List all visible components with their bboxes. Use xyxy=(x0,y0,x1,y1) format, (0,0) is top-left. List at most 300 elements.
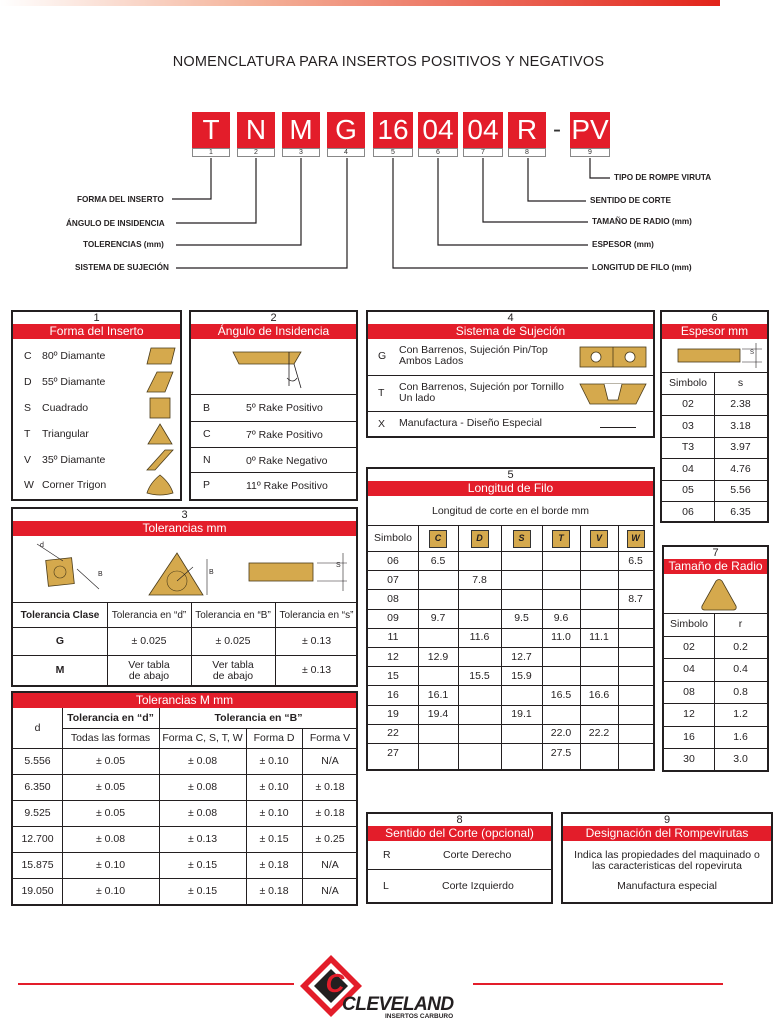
row-symbol: 11 xyxy=(387,631,399,644)
thickness-value: 5.56 xyxy=(730,484,751,497)
tol-d: ± 0.05 xyxy=(95,755,126,767)
tol-b-v: N/A xyxy=(321,859,339,871)
clamp-label: Manufactura - Diseño Especial xyxy=(399,417,542,429)
row-symbol: 04 xyxy=(683,663,695,676)
tol-s: ± 0.13 xyxy=(301,635,332,647)
length-value: 16.6 xyxy=(588,688,610,701)
leader-espesor: ESPESOR (mm) xyxy=(592,240,654,249)
table-row xyxy=(13,878,356,904)
col-header: Forma D xyxy=(253,732,295,744)
tol-b-v: ± 0.18 xyxy=(315,807,345,819)
d-value: 15.875 xyxy=(21,859,54,871)
panel-angulo-insidencia xyxy=(189,310,358,501)
row-symbol: 03 xyxy=(682,419,694,432)
shape-chip xyxy=(590,530,608,548)
col-header: Simbolo xyxy=(669,376,707,389)
panel-number: 1 xyxy=(93,312,100,324)
length-value: 15.9 xyxy=(511,669,532,682)
length-value: 16.1 xyxy=(427,688,449,701)
col-header: Simbolo xyxy=(374,532,412,544)
shape-chip xyxy=(552,530,570,548)
direction-code: R xyxy=(383,849,391,861)
shape-chip xyxy=(429,530,447,548)
table-row xyxy=(368,570,653,589)
length-value: 8.7 xyxy=(628,592,643,605)
length-value: 27.5 xyxy=(550,746,572,759)
d-value: 19.050 xyxy=(21,885,54,897)
code-number-2: 2 xyxy=(237,148,275,157)
thickness-value: 3.18 xyxy=(730,419,751,432)
col-header-cell xyxy=(618,526,653,551)
panel-tamano-radio xyxy=(662,545,769,772)
row-symbol: 16 xyxy=(387,688,399,701)
col-header-cell xyxy=(418,526,458,551)
trigon-icon xyxy=(143,473,179,497)
tol-b-cstw: ± 0.15 xyxy=(187,859,218,871)
tol-b-v: ± 0.25 xyxy=(315,833,345,845)
dim-label-b: B xyxy=(209,569,214,576)
panel-header: Longitud de Filo xyxy=(368,481,653,496)
list-item xyxy=(13,369,180,395)
length-value xyxy=(580,667,618,685)
panel-tolerancias-m xyxy=(11,691,358,906)
length-table xyxy=(368,525,653,769)
row-symbol: 09 xyxy=(387,612,399,625)
diamond-35-icon xyxy=(143,448,179,472)
shape-label: Cuadrado xyxy=(42,402,89,414)
table-row xyxy=(13,627,356,655)
rake-angle-icon xyxy=(231,348,311,393)
row-symbol: 02 xyxy=(682,398,694,411)
code-number-6: 6 xyxy=(418,148,458,157)
length-value xyxy=(618,629,653,647)
tol-d: ± 0.025 xyxy=(131,635,167,647)
code-letter-9: PV xyxy=(570,112,610,148)
shape-chip-label: V xyxy=(595,533,602,543)
shape-label: Corner Trigon xyxy=(42,479,107,491)
length-value xyxy=(501,552,542,570)
col-header-cell xyxy=(542,526,580,551)
length-value xyxy=(542,590,580,608)
row-symbol: 12 xyxy=(683,708,695,721)
length-value xyxy=(542,648,580,666)
length-value: 9.5 xyxy=(514,612,529,625)
length-value: 6.5 xyxy=(628,554,643,567)
code-number-7: 7 xyxy=(463,148,503,157)
triangle-icon xyxy=(143,422,179,446)
divider xyxy=(62,708,63,904)
table-row xyxy=(368,666,653,685)
col-header: Tolerancia en “s” xyxy=(279,609,354,621)
table-row xyxy=(368,628,653,647)
divider xyxy=(580,525,581,769)
radius-value: 1.6 xyxy=(733,730,748,743)
list-item xyxy=(13,395,180,421)
length-value xyxy=(458,725,501,743)
tol-d: ± 0.10 xyxy=(95,885,126,897)
d-value: 5.556 xyxy=(24,755,51,767)
length-value: 19.4 xyxy=(427,708,449,721)
direction-label: Corte Izquierdo xyxy=(442,880,514,892)
tol-d: ± 0.08 xyxy=(95,833,126,845)
dim-label-s: S xyxy=(750,350,755,356)
row-symbol: 06 xyxy=(682,505,694,518)
length-value xyxy=(418,667,458,685)
length-value: 22.0 xyxy=(550,727,572,740)
shape-code: W xyxy=(24,479,34,491)
length-value xyxy=(580,571,618,589)
shape-label: 35º Diamante xyxy=(42,454,106,466)
row-symbol: T3 xyxy=(681,441,695,454)
shape-chip xyxy=(627,530,645,548)
tol-b-cstw: ± 0.08 xyxy=(187,807,218,819)
tol-b-d: ± 0.18 xyxy=(259,859,289,871)
code-letter-1: T xyxy=(192,112,230,148)
square-icon xyxy=(143,396,179,420)
shape-chip-label: C xyxy=(434,533,442,543)
list-item xyxy=(13,343,180,369)
shape-label: Triangular xyxy=(42,428,89,440)
length-value: 16.5 xyxy=(550,688,572,701)
pin-top-clamp-icon xyxy=(578,345,650,369)
length-value xyxy=(580,610,618,628)
footer-rule-left xyxy=(18,983,294,985)
table-row xyxy=(13,655,356,685)
list-item xyxy=(191,395,356,421)
length-value xyxy=(580,590,618,608)
length-value xyxy=(458,744,501,762)
table-row xyxy=(368,589,653,608)
table-row xyxy=(368,609,653,628)
length-value: 22.2 xyxy=(588,727,610,740)
footer-rule-right xyxy=(473,983,723,985)
rake-code: C xyxy=(203,428,211,440)
leader-sujecion: SISTEMA DE SUJECIÓN xyxy=(75,263,169,272)
divider xyxy=(501,525,502,769)
radius-table xyxy=(664,613,767,770)
code-letter-6: 04 xyxy=(418,112,458,148)
table-row xyxy=(368,685,653,704)
tol-b-d: ± 0.10 xyxy=(259,807,289,819)
tol-b-cstw: ± 0.08 xyxy=(187,755,218,767)
tolerance-diagram xyxy=(17,539,357,603)
list-item xyxy=(13,421,180,447)
panel-number: 8 xyxy=(456,814,463,826)
divider xyxy=(191,603,192,685)
col-header: Tolerancia en “B” xyxy=(195,609,271,621)
logo-letter: C xyxy=(325,968,345,998)
panel-longitud-filo xyxy=(366,467,655,771)
list-item xyxy=(368,375,653,411)
col-header: Simbolo xyxy=(670,618,708,631)
panel-header: Sentido del Corte (opcional) xyxy=(368,826,551,841)
panel-number: 7 xyxy=(712,547,719,559)
table-row xyxy=(664,703,767,726)
list-item xyxy=(368,869,551,901)
code-number-3: 3 xyxy=(282,148,320,157)
rompevirutas-special: Manufactura especial xyxy=(617,880,717,892)
length-value xyxy=(458,648,501,666)
tol-b-d: ± 0.15 xyxy=(259,833,289,845)
dim-label-s: S xyxy=(336,562,341,569)
divider xyxy=(618,525,619,769)
divider xyxy=(275,603,276,685)
shape-chip xyxy=(513,530,531,548)
thickness-value: 2.38 xyxy=(730,398,751,411)
divider xyxy=(714,372,715,521)
table-row xyxy=(368,724,653,743)
shape-chip-label: T xyxy=(558,533,564,543)
page-title: NOMENCLATURA PARA INSERTOS POSITIVOS Y NEGATIVOS xyxy=(172,54,605,70)
panel-number: 9 xyxy=(663,814,671,826)
leader-longitud: LONGITUD DE FILO (mm) xyxy=(592,263,692,272)
shape-code: C xyxy=(24,350,32,362)
tol-b-cstw: ± 0.15 xyxy=(187,885,218,897)
col-header: s xyxy=(737,376,744,389)
panel-header: Ángulo de Insidencia xyxy=(191,324,356,339)
length-value xyxy=(618,744,653,762)
rake-label: 5º Rake Positivo xyxy=(246,402,323,414)
tol-s: ± 0.13 xyxy=(301,664,332,676)
shape-label: 55º Diamante xyxy=(42,376,106,388)
panel-header: Tolerancias M mm xyxy=(13,693,356,708)
divider xyxy=(107,603,108,685)
tol-b: ± 0.025 xyxy=(215,635,251,647)
thickness-diagram xyxy=(672,343,764,369)
rake-label: 11º Rake Positivo xyxy=(246,480,328,492)
code-number-4: 4 xyxy=(327,148,365,157)
screw-clamp-icon xyxy=(578,382,650,406)
length-value xyxy=(501,629,542,647)
panel-rompevirutas xyxy=(561,812,773,904)
col-header-cell xyxy=(580,526,618,551)
length-value xyxy=(418,725,458,743)
row-symbol: 12 xyxy=(387,650,399,663)
table-row xyxy=(13,748,356,774)
shape-code: V xyxy=(24,454,32,466)
tol-b-d: ± 0.10 xyxy=(259,781,289,793)
length-value xyxy=(542,571,580,589)
shape-chip-label: S xyxy=(518,533,525,543)
table-row xyxy=(13,852,356,878)
panel-tolerancias xyxy=(11,507,358,687)
rake-label: 7º Rake Positivo xyxy=(246,429,323,441)
row-symbol: 30 xyxy=(683,753,695,766)
list-item xyxy=(368,339,653,375)
col-group-b: Tolerancia en “B” xyxy=(214,711,303,724)
divider xyxy=(458,525,459,769)
table-row xyxy=(368,705,653,724)
panel-forma-inserto xyxy=(11,310,182,501)
table-header-row xyxy=(368,525,653,551)
panel-sistema-sujecion xyxy=(366,310,655,438)
code-number-1: 1 xyxy=(192,148,230,157)
length-value: 6.5 xyxy=(430,554,446,567)
row-symbol: 08 xyxy=(683,685,695,698)
list-item xyxy=(368,841,551,869)
panel-sentido-corte xyxy=(366,812,553,904)
shape-code: T xyxy=(24,428,31,440)
tol-b: Ver tabla de abajo xyxy=(212,658,254,682)
clamp-code: T xyxy=(378,387,385,399)
code-number-9: 9 xyxy=(570,148,610,157)
divider xyxy=(302,728,303,904)
rompevirutas-description: Indica las propiedades del maquinado o las caracteristicas del ropeviruta xyxy=(574,849,760,872)
length-value: 15.5 xyxy=(469,669,490,682)
table-row xyxy=(664,748,767,771)
table-header-row xyxy=(13,603,356,627)
length-value: 7.8 xyxy=(472,573,487,586)
row-symbol: 22 xyxy=(387,727,399,740)
row-symbol: 19 xyxy=(387,708,399,721)
divider xyxy=(246,728,247,904)
table-row xyxy=(368,551,653,570)
length-value xyxy=(458,610,501,628)
divider xyxy=(159,708,160,904)
table-row xyxy=(368,647,653,666)
thickness-value: 6.35 xyxy=(730,505,751,518)
row-symbol: 07 xyxy=(387,573,399,586)
tol-class: G xyxy=(55,635,65,647)
tol-b-d: ± 0.10 xyxy=(259,755,289,767)
panel-header: Sistema de Sujeción xyxy=(368,324,653,339)
code-dash: - xyxy=(553,116,561,143)
tol-d: Ver tabla de abajo xyxy=(128,658,170,682)
divider xyxy=(418,525,419,769)
tol-b-d: ± 0.18 xyxy=(259,885,289,897)
length-value xyxy=(580,744,618,762)
length-value: 9.6 xyxy=(553,612,569,625)
length-value xyxy=(580,648,618,666)
table-row xyxy=(13,800,356,826)
length-value xyxy=(458,590,501,608)
brand-tagline: INSERTOS CARBURO xyxy=(385,1013,454,1020)
col-header-cell xyxy=(501,526,542,551)
length-value xyxy=(618,648,653,666)
radius-value: 0.4 xyxy=(733,663,748,676)
row-symbol: 15 xyxy=(387,669,399,682)
panel-header: Designación del Rompevirutas xyxy=(563,826,771,841)
d-value: 9.525 xyxy=(24,807,51,819)
col-header: Tolerancia Clase xyxy=(20,609,100,621)
rake-code: N xyxy=(203,454,211,466)
radius-value: 0.8 xyxy=(733,685,748,698)
direction-label: Corte Derecho xyxy=(443,849,512,861)
list-item xyxy=(13,447,180,473)
length-value xyxy=(618,686,653,704)
row-symbol: 16 xyxy=(683,730,695,743)
d-value: 12.700 xyxy=(21,833,54,845)
code-letter-2: N xyxy=(237,112,275,148)
length-value xyxy=(501,590,542,608)
thickness-table xyxy=(662,372,767,521)
length-value: 11.0 xyxy=(551,631,571,644)
panel-header: Tolerancias mm xyxy=(13,521,356,536)
length-value xyxy=(458,552,501,570)
panel-header: Forma del Inserto xyxy=(13,324,180,339)
list-item xyxy=(191,422,356,448)
length-value: 11.6 xyxy=(469,631,490,644)
length-value xyxy=(580,552,618,570)
col-header-d: d xyxy=(34,721,41,734)
leader-rompe-viruta: TIPO DE ROMPE VIRUTA xyxy=(614,173,712,182)
length-value: 12.7 xyxy=(511,650,532,663)
length-value xyxy=(418,590,458,608)
dim-label-d: d xyxy=(40,542,44,549)
length-value xyxy=(501,744,542,762)
col-header: r xyxy=(738,618,743,631)
length-value xyxy=(418,744,458,762)
length-value xyxy=(618,706,653,724)
length-value xyxy=(542,552,580,570)
dim-label-b: B xyxy=(98,571,103,578)
tol-b-v: N/A xyxy=(321,885,339,897)
radius-triangle-icon xyxy=(699,578,739,612)
shape-chip xyxy=(471,530,489,548)
panel-header: Espesor mm xyxy=(662,324,767,339)
code-letter-7: 04 xyxy=(463,112,503,148)
tol-class: M xyxy=(55,664,65,676)
length-value xyxy=(418,571,458,589)
row-symbol: 06 xyxy=(387,554,399,567)
divider xyxy=(542,525,543,769)
leader-radio: TAMAÑO DE RADIO (mm) xyxy=(592,217,692,226)
length-value xyxy=(618,571,653,589)
row-symbol: 05 xyxy=(682,484,694,497)
table-row xyxy=(664,681,767,704)
tol-b-cstw: ± 0.13 xyxy=(187,833,218,845)
rake-label: 0º Rake Negativo xyxy=(246,455,328,467)
tol-d: ± 0.10 xyxy=(95,859,126,871)
table-row xyxy=(664,726,767,749)
row-symbol: 04 xyxy=(682,462,694,475)
length-value xyxy=(458,706,501,724)
length-value xyxy=(542,667,580,685)
length-value xyxy=(580,706,618,724)
leader-tolerencias: TOLERENCIAS (mm) xyxy=(83,240,164,249)
length-value xyxy=(542,706,580,724)
shape-chip-label: D xyxy=(476,533,483,543)
code-letter-8: R xyxy=(508,112,546,148)
length-value xyxy=(618,610,653,628)
radius-value: 3.0 xyxy=(733,753,748,766)
shape-code: D xyxy=(24,376,32,388)
list-item xyxy=(368,411,653,436)
length-value xyxy=(501,686,542,704)
row-symbol: 02 xyxy=(683,640,695,653)
code-letter-4: G xyxy=(327,112,365,148)
length-value xyxy=(618,667,653,685)
clamp-label: Con Barrenos, Sujeción por Tornillo Un lado xyxy=(399,381,564,404)
list-item xyxy=(191,473,356,499)
radius-value: 1.2 xyxy=(733,708,748,721)
rake-code: B xyxy=(203,402,211,414)
panel-subheader: Longitud de corte en el borde mm xyxy=(431,504,589,517)
clamp-label: Con Barrenos, Sujeción Pin/Top Ambos Lados xyxy=(399,344,548,367)
shape-code: S xyxy=(24,402,32,414)
tol-b-v: N/A xyxy=(321,755,339,767)
blank-line xyxy=(600,427,636,428)
col-header: Todas las formas xyxy=(70,732,151,744)
table-row xyxy=(13,826,356,852)
clamp-code: G xyxy=(378,350,387,362)
code-letter-5: 16 xyxy=(373,112,413,148)
code-letter-3: M xyxy=(282,112,320,148)
length-value: 11.1 xyxy=(589,631,609,644)
length-value: 12.9 xyxy=(427,650,449,663)
table-row xyxy=(664,658,767,681)
col-header: Forma C, S, T, W xyxy=(162,732,243,744)
